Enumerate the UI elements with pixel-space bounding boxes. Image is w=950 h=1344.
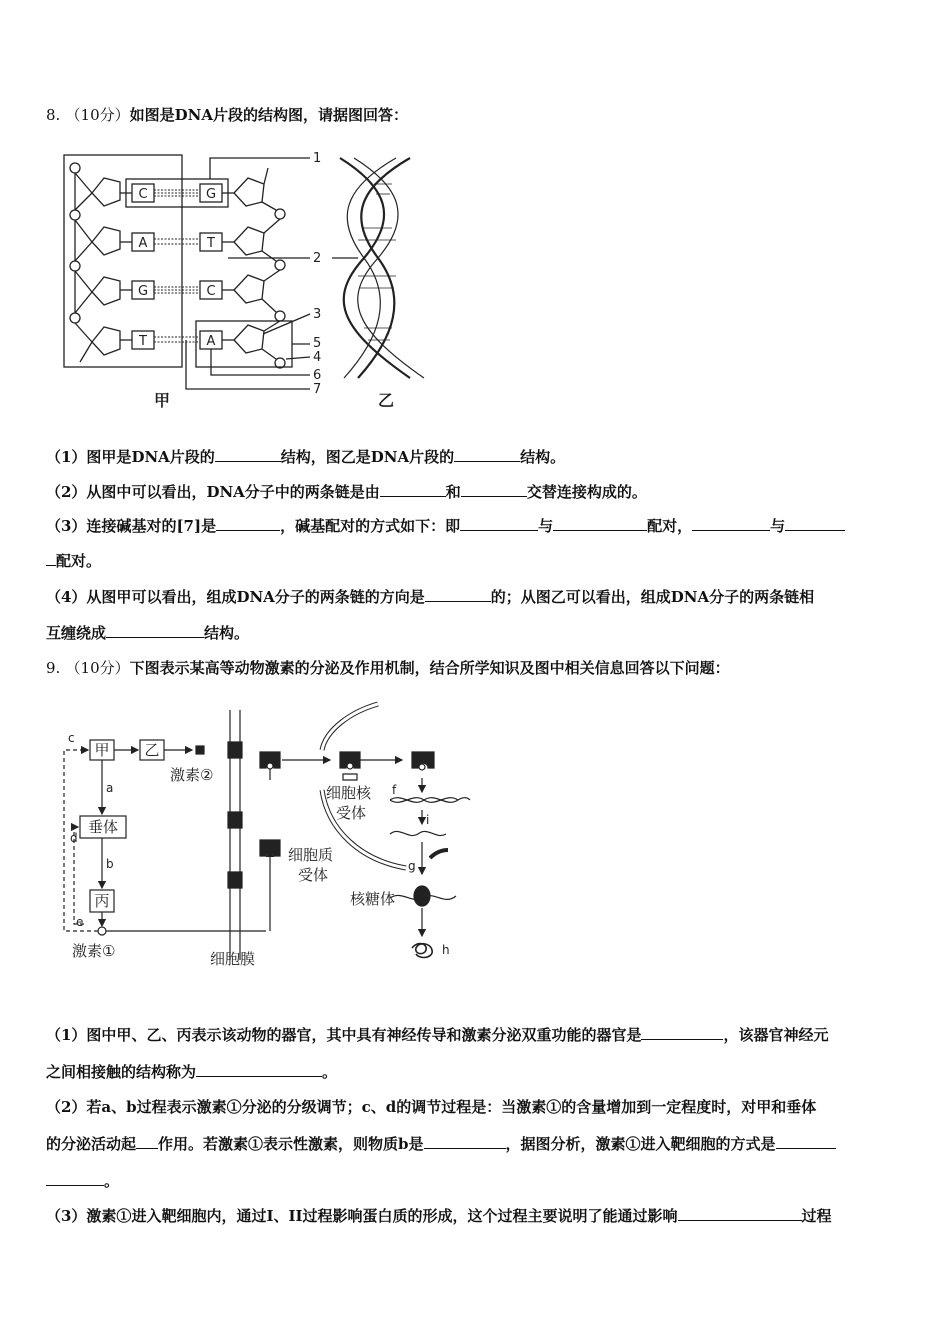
- q8-p3-text-b: ，碱基配对的方式如下：即: [280, 517, 461, 535]
- q8-p1-text-c: 结构。: [520, 448, 566, 466]
- label-jia: 甲: [153, 391, 171, 410]
- q9-p3-text-b: 过程: [801, 1207, 832, 1225]
- callout-2: 2: [313, 251, 322, 266]
- q9-p2-text-c: 作用。若激素①表示性激素，则物质b是: [158, 1135, 424, 1153]
- q8-p3-blank2[interactable]: [460, 516, 538, 531]
- q9-header: [46, 657, 730, 678]
- q8-p1-text-a: （1）图甲是DNA片段的: [46, 448, 215, 466]
- q9-stem: 下图表示某高等动物激素的分泌及作用机制，结合所学知识及图中相关信息回答以下问题：: [129, 659, 730, 677]
- q9-part1: [46, 1024, 906, 1045]
- callout-4: 4: [313, 350, 322, 365]
- letter-e: e: [76, 915, 84, 929]
- hormone1-label: 激素①: [72, 942, 116, 960]
- q8-part4-cont: [46, 622, 906, 643]
- q8-p3-text-a: （3）连接碱基对的[7]是: [46, 517, 217, 535]
- q9-p2-text-b: 的分泌活动起: [46, 1135, 137, 1153]
- q9-p1-text-a: （1）图中甲、乙、丙表示该动物的器官，其中具有神经传导和激素分泌双重功能的器官是: [46, 1026, 642, 1044]
- right-base-g: G: [205, 187, 217, 202]
- q9-p2-text-a: （2）若a、b过程表示激素①分泌的分级调节；c、d的调节过程是：当激素①的含量增加到一定程度时，对甲和垂体: [46, 1098, 817, 1116]
- q8-p2-blank2[interactable]: [461, 482, 527, 497]
- q9-part2: [46, 1096, 906, 1117]
- letter-i: i: [426, 813, 430, 827]
- q9-p2-blank3-cont[interactable]: [46, 1171, 104, 1186]
- left-base-g: G: [137, 284, 149, 299]
- cyto-receptor-label-2: 受体: [298, 866, 329, 884]
- q9-number: 9.: [46, 659, 61, 677]
- q8-p4-text-d: 结构。: [204, 624, 250, 642]
- callout-7: 7: [313, 382, 322, 397]
- hormone2-label: 激素②: [170, 766, 214, 784]
- q8-part2: [46, 481, 906, 502]
- q8-part1: [46, 446, 906, 467]
- q9-p1-blank2[interactable]: [196, 1062, 322, 1077]
- right-base-a: A: [206, 334, 216, 349]
- q9-p1-text-d: 。: [322, 1063, 338, 1081]
- q8-p2-text-a: （2）从图中可以看出，DNA分子中的两条链是由: [46, 483, 380, 501]
- hormone-mechanism-figure: [60, 700, 480, 984]
- nuc-receptor-label-2: 受体: [336, 804, 367, 822]
- callout-6: 6: [313, 368, 322, 383]
- q8-p3-text-f: 配对。: [56, 552, 102, 570]
- q9-part2-cont2: [46, 1170, 906, 1191]
- letter-f: f: [392, 783, 397, 797]
- left-base-t: T: [139, 334, 147, 349]
- q9-part3: [46, 1205, 906, 1226]
- q8-p3-blank4[interactable]: [692, 516, 770, 531]
- q8-p1-blank2[interactable]: [454, 447, 520, 462]
- q9-score: （10分）: [65, 659, 130, 677]
- q8-p2-text-c: 交替连接构成的。: [526, 483, 647, 501]
- q8-part3: [46, 515, 906, 536]
- q9-p1-blank1[interactable]: [641, 1025, 723, 1040]
- q9-p2-text-e: 。: [104, 1172, 120, 1190]
- callout-1: 1: [313, 151, 322, 166]
- callout-3: 3: [313, 307, 322, 322]
- q8-p2-text-b: 和: [445, 483, 461, 501]
- q8-header: [46, 104, 408, 125]
- q8-p3-blank5[interactable]: [785, 516, 845, 531]
- q9-p2-blank1[interactable]: [136, 1134, 158, 1149]
- q8-number: 8.: [46, 106, 61, 124]
- q8-p3-text-d: 配对，: [647, 517, 693, 535]
- q8-p4-blank1[interactable]: [425, 587, 491, 602]
- letter-g: g: [408, 859, 416, 873]
- q8-p4-text-c: 互缠绕成: [46, 624, 107, 642]
- organ-chuiti: 垂体: [87, 818, 119, 836]
- q8-stem: 如图是DNA片段的结构图，请据图回答：: [129, 106, 408, 124]
- q8-p3-blank5-cont[interactable]: [46, 551, 56, 566]
- organ-yi: 乙: [144, 741, 160, 759]
- nuc-receptor-label-1: 细胞核: [326, 784, 372, 802]
- q9-p2-blank2[interactable]: [424, 1134, 506, 1149]
- right-base-c: C: [206, 284, 216, 299]
- membrane-label: 细胞膜: [210, 950, 256, 968]
- letter-a: a: [106, 781, 114, 795]
- label-yi: 乙: [377, 391, 395, 410]
- q8-part3-cont: [46, 550, 906, 571]
- q9-part1-cont: [46, 1061, 906, 1082]
- ribosome-label: 核糖体: [350, 890, 396, 908]
- q8-p3-text-e: 与: [770, 517, 786, 535]
- left-base-c: C: [138, 187, 148, 202]
- q8-p4-text-b: 的；从图乙可以看出，组成DNA分子的两条链相: [490, 588, 815, 606]
- letter-d: d: [70, 831, 78, 845]
- left-base-a: A: [138, 236, 148, 251]
- organ-jia: 甲: [94, 741, 110, 759]
- q8-p3-text-c: 与: [538, 517, 554, 535]
- q8-p4-text-a: （4）从图甲可以看出，组成DNA分子的两条链的方向是: [46, 588, 425, 606]
- letter-b: b: [106, 857, 114, 871]
- organ-bing: 丙: [94, 892, 110, 910]
- q9-p2-blank3[interactable]: [776, 1134, 836, 1149]
- letter-h: h: [442, 943, 450, 957]
- q8-part4: [46, 586, 906, 607]
- q8-p3-blank1[interactable]: [216, 516, 280, 531]
- q8-score: （10分）: [65, 106, 130, 124]
- q8-p4-blank2[interactable]: [106, 623, 204, 638]
- q9-part2-cont: [46, 1133, 906, 1154]
- letter-c: c: [68, 731, 75, 745]
- q8-p2-blank1[interactable]: [380, 482, 446, 497]
- dna-structure-figure: [58, 148, 428, 422]
- q8-p1-text-b: 结构，图乙是DNA片段的: [280, 448, 455, 466]
- q9-p1-text-c: 之间相接触的结构称为: [46, 1063, 197, 1081]
- cyto-receptor-label-1: 细胞质: [288, 846, 334, 864]
- q9-p3-text-a: （3）激素①进入靶细胞内，通过I、II过程影响蛋白质的形成，这个过程主要说明了能通过影响: [46, 1207, 678, 1225]
- q8-p3-blank3[interactable]: [553, 516, 647, 531]
- right-base-t: T: [207, 236, 215, 251]
- q8-p1-blank1[interactable]: [215, 447, 281, 462]
- q9-p3-blank1[interactable]: [678, 1206, 802, 1221]
- q9-p1-text-b: ，该器官神经元: [723, 1026, 829, 1044]
- q9-p2-text-d: ，据图分析，激素①进入靶细胞的方式是: [505, 1135, 776, 1153]
- callout-5: 5: [313, 336, 322, 351]
